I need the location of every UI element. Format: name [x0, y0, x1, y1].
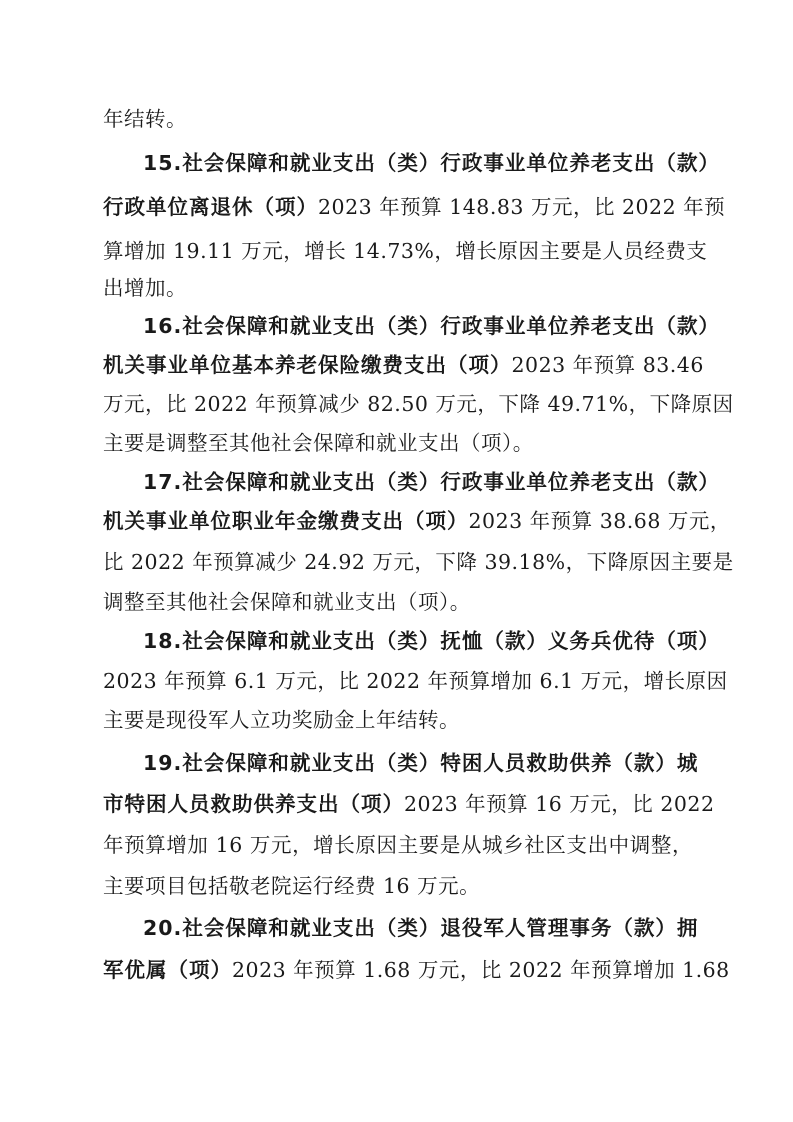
text-line: [103, 499, 731, 543]
line-text: 调整至其他社会保障和就业支出（项）。: [103, 590, 471, 614]
text-line: [103, 343, 704, 387]
line-text: 万元，比 2022 年预算减少 82.50 万元，下降 49.71%，下降原因: [103, 392, 734, 416]
text-line: [103, 540, 734, 584]
heading-text: 机关事业单位基本养老保险缴费支出（项）: [103, 353, 512, 377]
line-text: 2023 年预算 83.46: [511, 353, 704, 377]
paragraph-heading-16: [143, 304, 720, 348]
line-text: 年结转。: [103, 107, 187, 131]
heading-text: 行政单位离退休（项）: [103, 195, 318, 219]
heading-text: 军优属（项）: [103, 958, 232, 982]
paragraph-heading-17: [143, 460, 720, 504]
heading-text: 18.社会保障和就业支出（类）抚恤（款）义务兵优待（项）: [143, 629, 720, 653]
line-text: 2023 年预算 16 万元，比 2022: [404, 792, 715, 816]
line-text: 2023 年预算 38.68 万元，: [468, 509, 731, 533]
text-line: [103, 580, 693, 624]
line-text: 2023 年预算 1.68 万元，比 2022 年预算增加 1.68: [232, 958, 730, 982]
heading-text: 16.社会保障和就业支出（类）行政事业单位养老支出（款）: [143, 314, 720, 338]
text-line: [103, 698, 693, 742]
line-text: 年预算增加 16 万元，增长原因主要是从城乡社区支出中调整，: [103, 833, 693, 857]
line-text: 算增加 19.11 万元，增长 14.73%，增长原因主要是人员经费支: [103, 239, 708, 263]
text-line: [103, 97, 693, 141]
text-line: [103, 421, 693, 465]
paragraph-heading-19: [143, 741, 699, 785]
heading-text: 15.社会保障和就业支出（类）行政事业单位养老支出（款）: [143, 151, 720, 175]
heading-text: 19.社会保障和就业支出（类）特困人员救助供养（款）城: [143, 751, 699, 775]
heading-text: 市特困人员救助供养支出（项）: [103, 792, 404, 816]
line-text: 主要项目包括敬老院运行经费 16 万元。: [103, 874, 481, 898]
paragraph-heading-20: [143, 906, 699, 950]
text-line: [103, 185, 726, 229]
text-line: [103, 382, 734, 426]
line-text: 2023 年预算 148.83 万元，比 2022 年预: [318, 195, 726, 219]
line-text: 2023 年预算 6.1 万元，比 2022 年预算增加 6.1 万元，增长原因: [103, 669, 728, 693]
text-line: [103, 823, 693, 867]
heading-text: 20.社会保障和就业支出（类）退役军人管理事务（款）拥: [143, 916, 699, 940]
heading-text: 机关事业单位职业年金缴费支出（项）: [103, 509, 469, 533]
text-line: [103, 659, 728, 703]
line-text: 出增加。: [103, 276, 187, 300]
line-text: 主要是现役军人立功奖励金上年结转。: [103, 708, 460, 732]
paragraph-heading-15: [143, 141, 720, 185]
line-text: 比 2022 年预算减少 24.92 万元，下降 39.18%，下降原因主要是: [103, 550, 734, 574]
paragraph-heading-18: [143, 619, 720, 663]
text-line: [103, 782, 715, 826]
line-text: 主要是调整至其他社会保障和就业支出（项）。: [103, 431, 534, 455]
heading-text: 17.社会保障和就业支出（类）行政事业单位养老支出（款）: [143, 470, 720, 494]
text-line: [103, 948, 730, 992]
text-line: [103, 864, 693, 908]
